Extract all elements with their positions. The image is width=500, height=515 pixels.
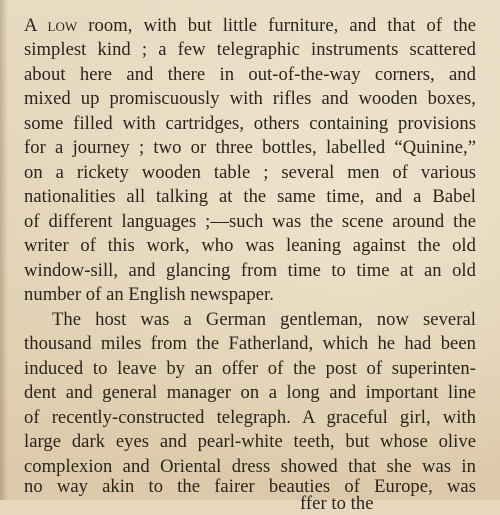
paragraph-2-line-9-partial: ffer to the <box>300 493 374 514</box>
paragraph-1-line-10: writer of this work, who was leaning against the old <box>24 235 476 256</box>
page-gutter-shadow <box>0 0 8 500</box>
paragraph-2-line-7: complexion and Oriental dress showed that she was in <box>24 456 476 477</box>
paragraph-1-line-4: mixed up promiscuously with rifles and wooden boxes, <box>24 88 476 109</box>
paragraph-2-line-6: large dark eyes and pearl-white teeth, but whose olive <box>24 431 476 452</box>
paragraph-1-line-3: about here and there in out-of-the-way corners, and <box>24 64 476 85</box>
paragraph-1-line-11: window-sill, and glancing from time to time at an old <box>24 260 476 281</box>
paragraph-1-line-12: number of an English newspaper. <box>24 284 274 305</box>
paragraph-1-line-6: for a journey ; two or three bottles, labelled “Quinine,” <box>24 137 476 158</box>
paragraph-1-line-7: on a rickety wooden table ; several men of various <box>24 162 476 183</box>
paragraph-1-line-9: of different languages ;—such was the scene around the <box>24 211 476 232</box>
paragraph-2-line-4: dent and general manager on a long and important line <box>24 382 476 403</box>
paragraph-1-line-5: some filled with cartridges, others containing provisions <box>24 113 476 134</box>
paragraph-2-line-2: thousand miles from the Fatherland, which he had been <box>24 333 476 354</box>
paragraph-2-line-5: of recently-constructed telegraph. A graceful girl, with <box>24 407 476 428</box>
paragraph-1-line-1 <box>24 15 476 37</box>
paragraph-2-line-3: induced to leave by an offer of the post of superinten- <box>24 358 476 379</box>
line-text: room, with but little furniture, and that of the <box>88 15 477 36</box>
paragraph-1-line-2: simplest kind ; a few telegraphic instruments scattered <box>24 39 476 60</box>
small-caps-word: low <box>47 15 78 36</box>
paragraph-1-line-8: nationalities all talking at the same time, and a Babel <box>24 186 476 207</box>
paragraph-2-line-8: no way akin to the fairer beauties of Europe, was <box>24 476 476 497</box>
paragraph-2-line-1: The host was a German gentleman, now several <box>52 309 476 330</box>
drop-word: A <box>24 15 37 36</box>
